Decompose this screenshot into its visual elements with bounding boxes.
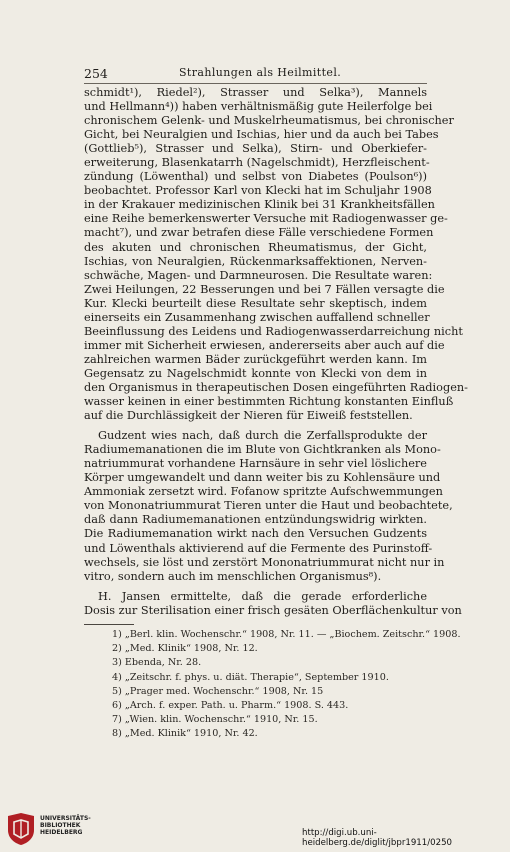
- footnote: 8) „Med. Klinik“ 1910, Nr. 42.: [112, 728, 258, 740]
- text-line: Ischias, von Neuralgien, Rückenmarksaffektionen, Nerven-: [84, 254, 427, 268]
- text-line: in der Krakauer medizinischen Klinik bei 31 Krankheitsfällen: [84, 198, 435, 212]
- text-line: Körper umgewandelt und dann weiter bis zu Kohlensäure und: [84, 471, 441, 485]
- text-line: schmidt¹), Riedel²), Strasser und Selka³), Mannels: [84, 86, 427, 99]
- text-line: zündung (Löwenthal) und selbst von Diabetes (Poulson⁶)): [84, 170, 427, 184]
- library-name-line: HEIDELBERG: [40, 829, 83, 836]
- text-line: eine Reihe bemerkenswerter Versuche mit Radiogenwasser ge-: [84, 212, 448, 226]
- text-line: macht⁷), und zwar betrafen diese Fälle verschiedene Formen: [84, 226, 434, 240]
- text-line: natriummurat vorhandene Harnsäure in sehr viel löslichere: [84, 457, 427, 471]
- header-rule: [84, 83, 427, 84]
- text-line: den Organismus in therapeutischen Dosen eingeführten Radiogen-: [84, 380, 468, 394]
- library-name-line: UNIVERSITÄTS-: [40, 815, 91, 822]
- text-line: Gegensatz zu Nagelschmidt konnte von Klecki von dem in: [84, 366, 427, 380]
- library-name: [40, 815, 91, 836]
- footnote: 2) „Med. Klinik“ 1908, Nr. 12.: [112, 643, 258, 655]
- footnote: 5) „Prager med. Wochenschr.“ 1908, Nr. 15: [112, 685, 324, 697]
- text-line: und Löwenthals aktivierend auf die Fermente des Purinstoff-: [84, 541, 433, 555]
- text-line: chronischem Gelenk- und Muskelrheumatismus, bei chronischer: [84, 114, 454, 128]
- page-header: [84, 66, 427, 80]
- library-name-line: BIBLIOTHEK: [40, 822, 81, 829]
- text-line: schwäche, Magen- und Darmneurosen. Die Resultate waren:: [84, 268, 433, 282]
- footnote: 1) „Berl. klin. Wochenschr.“ 1908, Nr. 11. — „Biochem. Zeitschr.“ 1908.: [112, 629, 461, 640]
- text-line: immer mit Sicherheit erwiesen, andererseits aber auch auf die: [84, 338, 445, 352]
- text-line: Zwei Heilungen, 22 Besserungen und bei 7 Fällen versagte die: [84, 282, 445, 296]
- text-line: wechsels, sie löst und zerstört Mononatriummurat nicht nur in: [84, 555, 445, 569]
- text-line: erweiterung, Blasenkatarrh (Nagelschmidt), Herzfleischent-: [84, 156, 430, 170]
- footnote: 4) „Zeitschr. f. phys. u. diät. Therapie“, September 1910.: [112, 671, 389, 683]
- footnote: 7) „Wien. klin. Wochenschr.“ 1910, Nr. 15.: [112, 714, 318, 726]
- text-line: beobachtet. Professor Karl von Klecki hat im Schuljahr 1908: [84, 184, 432, 198]
- text-line: Gudzent wies nach, daß durch die Zerfallsprodukte der: [98, 429, 427, 443]
- footnote-rule: [84, 624, 134, 625]
- text-line: Die Radiumemanation wirkt nach den Versuchen Gudzents: [84, 527, 427, 541]
- footnotes: [112, 628, 461, 742]
- text-line: vitro, sondern auch im menschlichen Organismus⁸).: [84, 569, 382, 583]
- text-line: Kur. Klecki beurteilt diese Resultate sehr skeptisch, indem: [84, 296, 427, 310]
- text-line: Radiumemanationen die im Blute von Gichtkranken als Mono-: [84, 443, 441, 457]
- text-line: Ammoniak zersetzt wird. Fofanow spritzte Aufschwemmungen: [84, 485, 443, 499]
- source-url[interactable]: http://digi.ub.uni-heidelberg.de/diglit/jbpr1911/0250: [302, 828, 453, 848]
- text-line: daß dann Radiumemanationen entzündungswidrig wirkten.: [84, 513, 427, 527]
- text-line: einerseits ein Zusammenhang zwischen auffallend schneller: [84, 310, 430, 324]
- university-library-logo-icon: [6, 812, 36, 846]
- page-number: 254: [84, 66, 108, 81]
- text-line: Beeinflussung des Leidens und Radiogenwasserdarreichung nicht: [84, 324, 463, 338]
- text-line: von Mononatriummurat Tieren unter die Haut und beobachtete,: [84, 499, 453, 513]
- text-line: Dosis zur Sterilisation einer frisch gesäten Oberflächenkultur von: [84, 603, 462, 617]
- text-line: auf die Durchlässigkeit der Nieren für Eiweiß feststellen.: [84, 409, 413, 423]
- footnote: 6) „Arch. f. exper. Path. u. Pharm.“ 1908. S. 443.: [112, 699, 349, 711]
- text-line: zahlreichen warmen Bäder zurückgeführt werden kann. Im: [84, 352, 427, 366]
- text-line: des akuten und chronischen Rheumatismus, der Gicht,: [84, 240, 427, 254]
- text-line: (Gottlieb⁵), Strasser und Selka), Stirn- und Oberkiefer-: [84, 142, 427, 156]
- text-line: Gicht, bei Neuralgien und Ischias, hier und da auch bei Tabes: [84, 128, 439, 142]
- body-text: [84, 86, 468, 618]
- text-line: und Hellmann⁴)) haben verhältnismäßig gute Heilerfolge bei: [84, 100, 433, 114]
- text-line: wasser keinen in einer bestimmten Richtung konstanten Einfluß: [84, 395, 454, 409]
- text-line: H. Jansen ermittelte, daß die gerade erforderliche: [98, 589, 427, 603]
- running-head: Strahlungen als Heilmittel.: [179, 66, 342, 79]
- footnote: 3) Ebenda, Nr. 28.: [112, 657, 202, 669]
